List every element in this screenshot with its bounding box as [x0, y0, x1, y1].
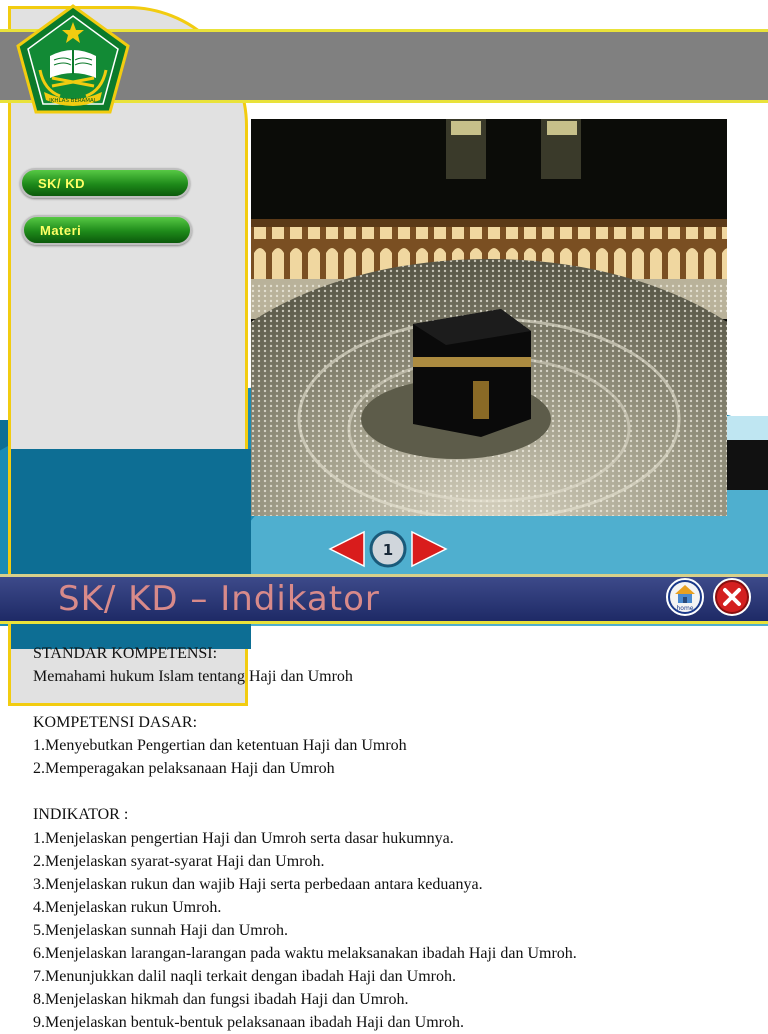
- footer-bar: [0, 574, 768, 624]
- close-button[interactable]: [713, 578, 751, 616]
- indikator-item: 6.Menjelaskan larangan-larangan pada waktu melaksanakan ibadah Haji dan Umroh.: [33, 945, 577, 963]
- indikator-item: 8.Menjelaskan hikmah dan fungsi ibadah Haji dan Umroh.: [33, 991, 409, 1009]
- decorative-block-black: [726, 440, 768, 490]
- kd-item: 1.Menyebutkan Pengertian dan ketentuan Haji dan Umroh: [33, 737, 407, 755]
- kaaba-photo: [251, 119, 727, 516]
- indikator-item: 9.Menjelaskan bentuk-bentuk pelaksanaan ibadah Haji dan Umroh.: [33, 1014, 464, 1032]
- home-button[interactable]: [666, 578, 704, 616]
- sidebar-item-sk-kd[interactable]: [20, 168, 190, 198]
- competency-text: [33, 642, 753, 1034]
- decorative-block-cyan: [726, 416, 768, 440]
- kemenag-logo-icon: [14, 4, 132, 118]
- logo-banner-text: IKHLAS BERAMAL: [49, 98, 97, 104]
- indikator-item: 7.Menunjukkan dalil naqli terkait dengan ibadah Haji dan Umroh.: [33, 968, 456, 986]
- standar-text: Memahami hukum Islam tentang Haji dan Umroh: [33, 668, 353, 686]
- standar-heading: STANDAR KOMPETENSI:: [33, 645, 218, 662]
- home-label: home: [676, 605, 694, 612]
- prev-arrow-icon[interactable]: [330, 532, 364, 566]
- sidebar-item-materi[interactable]: [22, 215, 192, 245]
- next-arrow-icon[interactable]: [412, 532, 446, 566]
- sidebar-item-label: SK/ KD: [38, 176, 86, 191]
- indikator-item: 3.Menjelaskan rukun dan wajib Haji serta perbedaan antara keduanya.: [33, 875, 483, 893]
- kd-item: 2.Memperagakan pelaksanaan Haji dan Umroh: [33, 760, 335, 778]
- sidebar-item-label: Materi: [40, 223, 82, 238]
- slide-pager: [326, 528, 450, 570]
- indikator-item: 1.Menjelaskan pengertian Haji dan Umroh serta dasar hukumnya.: [33, 829, 454, 847]
- page-title: SK/ KD – Indikator: [58, 579, 380, 619]
- kd-heading: KOMPETENSI DASAR:: [33, 714, 198, 732]
- indikator-item: 2.Menjelaskan syarat-syarat Haji dan Umroh.: [33, 852, 325, 870]
- indikator-item: 5.Menjelaskan sunnah Haji dan Umroh.: [33, 921, 289, 939]
- indikator-heading: INDIKATOR :: [33, 806, 129, 824]
- indikator-item: 4.Menjelaskan rukun Umroh.: [33, 898, 222, 916]
- page-number: 1: [382, 541, 394, 559]
